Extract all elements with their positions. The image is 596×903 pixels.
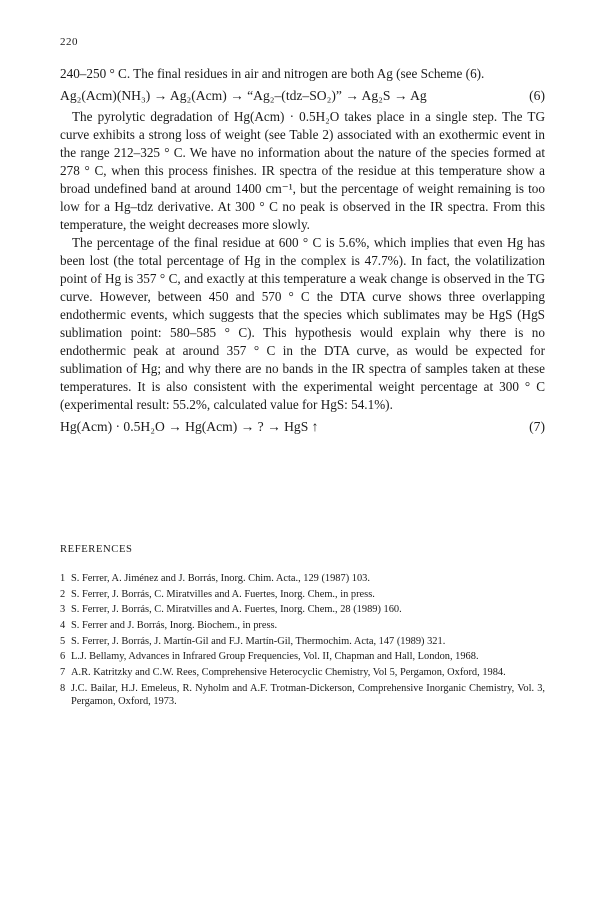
paragraph-3: The percentage of the final residue at 600 ° C is 5.6%, which implies that even Hg has been lost (the total percentage of Hg in the complex is 47.7%). In fact, the volatilization point of Hg is 357 ° C, and exactly at this temperature a weak change is observed in the TG curve. However, between 450 and 570 ° C the DTA curve shows three overlapping endothermic events, which suggests that the species which sublimates may be HgS (HgS sublimation point: 580–585 ° C). This hypothesis would explain why there is no endothermic peak at around 357 ° C in the DTA curve, as would be expected for sublimation of Hg; and why there are no bands in the IR spectra of samples taken at these temperatures. It is also consistent with the experimental weight percentage at 300 ° C (experimental result: 55.2%, calculated value for HgS: 54.1%).: [60, 235, 545, 412]
equation-7-formula: Hg(Acm) · 0.5H₂O → Hg(Acm) → ? → HgS ↑: [60, 419, 319, 434]
reference-item: [60, 682, 545, 709]
reference-number: 2: [60, 588, 66, 600]
reference-number: 1: [60, 573, 66, 584]
reference-item: [60, 635, 545, 648]
reference-item: [60, 603, 545, 616]
reference-number: 5: [60, 635, 66, 647]
references-list: [60, 572, 545, 711]
reference-item: [60, 572, 545, 585]
reference-item: [60, 666, 545, 679]
paragraph-1: 240–250 ° C. The final residues in air and nitrogen are both Ag (see Scheme (6).: [60, 66, 485, 81]
reference-text: A.R. Katritzky and C.W. Rees, Comprehensive Heterocyclic Chemistry, Vol 5, Pergamon, Oxford, 1984.: [71, 667, 506, 679]
paragraph-2: The pyrolytic degradation of Hg(Acm) · 0.5H₂O takes place in a single step. The TG curve exhibits a strong loss of weight (see Table 2) associated with an exothermic event in the range 212–325 ° C. We have no information about the nature of the species formed at 278 ° C, when this process finishes. IR spectra of the residue at this temperature show a broad undefined band at around 1400 cm⁻¹, but the percentage of weight remaining is too low for a Hg–tdz derivative. At 300 ° C no peak is observed in the IR spectra. From this temperature, the weight decreases more slowly.: [60, 109, 545, 232]
reference-text: S. Ferrer, A. Jiménez and J. Borrás, Inorg. Chim. Acta., 129 (1987) 103.: [71, 573, 370, 584]
reference-number: 8: [60, 682, 66, 694]
reference-number: 6: [60, 651, 66, 663]
article-body: [60, 65, 545, 439]
reference-text: S. Ferrer, J. Borrás, C. Miratvilles and A. Fuertes, Inorg. Chem., 28 (1989) 160.: [71, 604, 402, 616]
reference-item: [60, 588, 545, 601]
reference-item: [60, 619, 545, 632]
reference-text: S. Ferrer and J. Borrás, Inorg. Biochem., in press.: [71, 620, 278, 632]
reference-number: 7: [60, 667, 66, 679]
reference-item: [60, 650, 545, 663]
equation-7: [60, 417, 545, 437]
reference-text: L.J. Bellamy, Advances in Infrared Group Frequencies, Vol. II, Chapman and Hall, London, 1968.: [71, 651, 479, 663]
reference-number: 4: [60, 620, 66, 632]
references-heading: REFERENCES: [60, 544, 133, 555]
reference-text: J.C. Bailar, H.J. Emeleus, R. Nyholm and A.F. Trotman-Dickerson, Comprehensive Inorganic Chemistry, Vol. 3, Pergamon, Oxford, 1973.: [71, 682, 545, 708]
reference-number: 3: [60, 604, 66, 616]
equation-7-number: (7): [529, 419, 545, 434]
equation-6-formula: Ag₂(Acm)(NH₃) → Ag₂(Acm) → “Ag₂–(tdz–SO₂)” → Ag₂S → Ag: [60, 88, 427, 103]
reference-text: S. Ferrer, J. Borrás, J. Martín-Gil and F.J. Martín-Gil, Thermochim. Acta, 147 (1989) 321.: [71, 635, 446, 647]
page-number: 220: [60, 36, 78, 48]
equation-6: [60, 86, 545, 106]
reference-text: S. Ferrer, J. Borrás, C. Miratvilles and A. Fuertes, Inorg. Chem., in press.: [71, 588, 375, 600]
equation-6-number: (6): [529, 88, 545, 103]
